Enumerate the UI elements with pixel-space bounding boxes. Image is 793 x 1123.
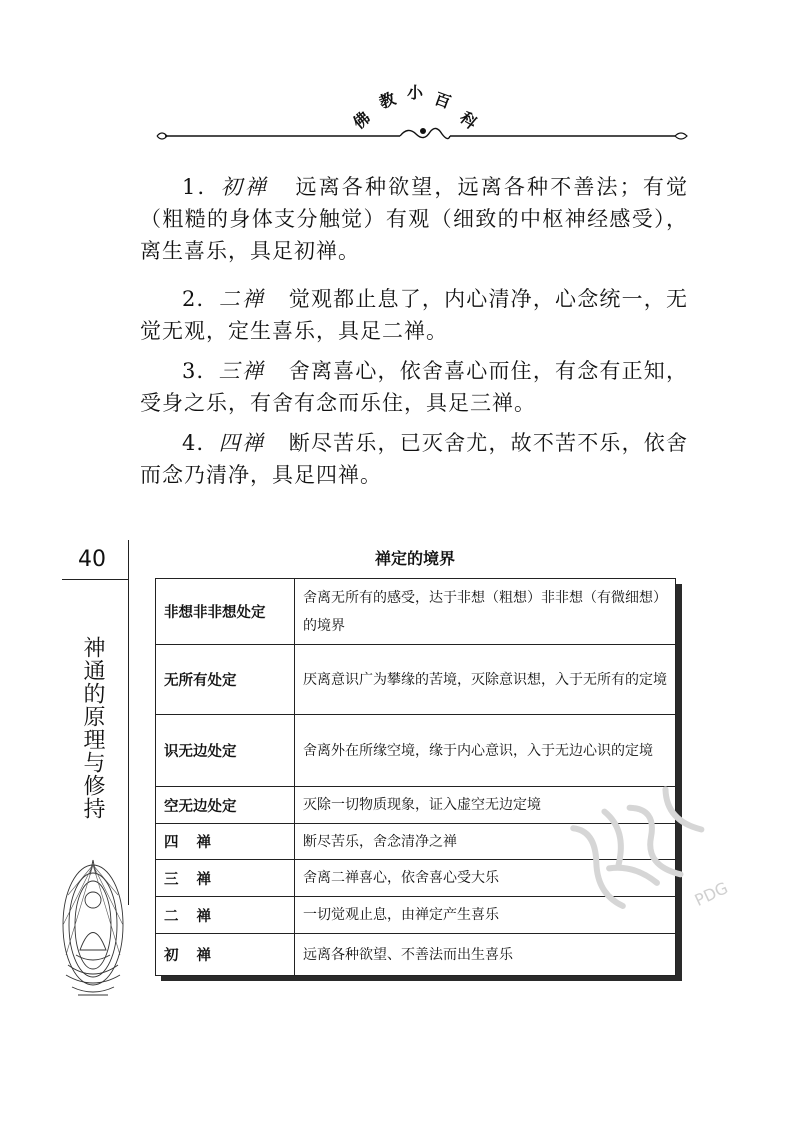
sidebar-vertical-rule <box>128 540 129 905</box>
realm-name: 三禅 <box>156 860 295 897</box>
term-label: 二禅 <box>218 287 266 311</box>
paragraph-third-dhyana <box>140 355 688 419</box>
table-row <box>156 934 676 976</box>
item-number: 4． <box>182 431 219 455</box>
term-label: 四禅 <box>218 431 266 455</box>
realm-name: 识无边处定 <box>156 715 295 787</box>
item-number: 1． <box>182 175 221 199</box>
paragraph-fourth-dhyana <box>140 427 688 491</box>
header-char-1: 佛 <box>349 107 374 133</box>
realm-description: 灭除一切物质现象，证入虚空无边定境 <box>295 787 676 824</box>
meditation-realms-table <box>155 578 676 976</box>
table-caption: 禅定的境界 <box>374 549 455 568</box>
table-row <box>156 645 676 715</box>
chapter-title: 神通的原理与修持 <box>80 636 105 820</box>
header-char-4: 百 <box>431 88 454 113</box>
paragraph-text: 舍离喜心，依舍喜心而住，有念有正知，受身之乐，有舍有念而乐住，具足三禅。 <box>140 359 689 415</box>
realm-description: 厌离意识广为攀缘的苦境，灭除意识想，入于无所有的定境 <box>295 645 676 715</box>
page-number: 40 <box>78 547 106 572</box>
realm-name: 二禅 <box>156 897 295 934</box>
realm-description: 舍离外在所缘空境，缘于内心意识，入于无边心识的定境 <box>295 715 676 787</box>
realm-description: 舍离二禅喜心，依舍喜心受大乐 <box>295 860 676 897</box>
table-row <box>156 715 676 787</box>
realm-description: 一切觉观止息，由禅定产生喜乐 <box>295 897 676 934</box>
realm-name: 初禅 <box>156 934 295 976</box>
realm-name: 非想非非想处定 <box>156 579 295 645</box>
item-number: 2． <box>182 287 219 311</box>
header-char-2: 教 <box>376 88 399 113</box>
realm-name: 空无边处定 <box>156 787 295 824</box>
realm-description: 舍离无所有的感受，达于非想（粗想）非非想（有微细想）的境界 <box>295 579 676 645</box>
term-label: 初禅 <box>220 175 269 199</box>
realm-description: 远离各种欲望、不善法而出生喜乐 <box>295 934 676 976</box>
header-char-5: 科 <box>456 107 481 133</box>
paragraph-second-dhyana <box>140 283 688 347</box>
table-row <box>156 579 676 645</box>
realm-description: 断尽苦乐，舍念清净之禅 <box>295 824 676 860</box>
header-title <box>345 70 505 133</box>
paragraph-first-dhyana <box>140 171 688 267</box>
header-char-3: 小 <box>407 83 424 102</box>
header-ornament-rule <box>155 124 690 144</box>
term-label: 三禅 <box>218 359 266 383</box>
sidebar-horizontal-rule <box>62 579 129 580</box>
paragraph-text: 远离各种欲望，远离各种不善法；有觉（粗糙的身体支分触觉）有观（细致的中枢神经感受），离生喜乐，具足初禅。 <box>140 175 688 263</box>
realm-name: 无所有处定 <box>156 645 295 715</box>
watermark-text: PDG <box>691 878 731 910</box>
realm-name: 四禅 <box>156 824 295 860</box>
paragraph-text: 觉观都止息了，内心清净，心念统一，无觉无观，定生喜乐，具足二禅。 <box>140 287 689 343</box>
item-number: 3． <box>182 359 219 383</box>
paragraph-text: 断尽苦乐，已灭舍尤，故不苦不乐，依舍而念乃清净，具足四禅。 <box>140 431 689 487</box>
buddha-icon <box>58 855 128 1005</box>
watermark-seal <box>545 785 745 915</box>
